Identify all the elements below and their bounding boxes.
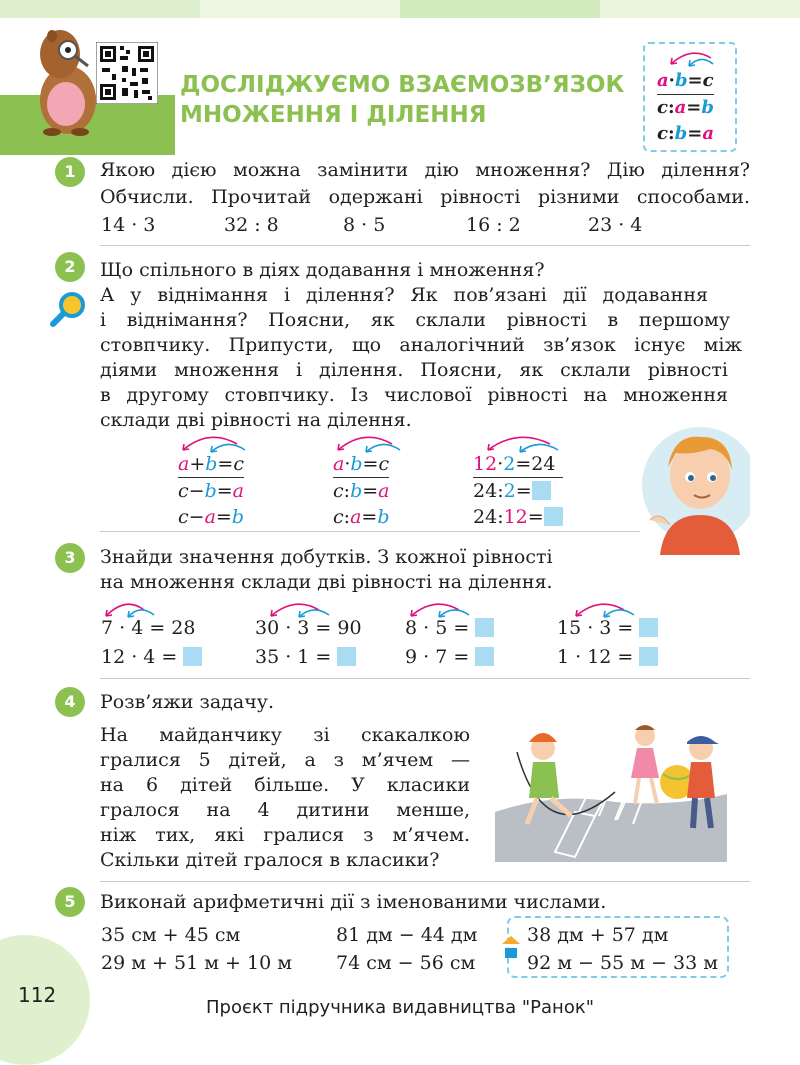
formula-line-2: c:a=b xyxy=(657,97,714,118)
equation-row: 12·2=24 xyxy=(473,451,563,478)
task5-expr: 38 дм + 57 дм xyxy=(527,924,669,946)
publisher-note: Проєкт підручника видавництва "Ранок" xyxy=(205,997,594,1018)
equation-row: c:a=b xyxy=(333,506,390,528)
equation-column-3 xyxy=(473,451,563,530)
page-title xyxy=(180,70,624,130)
formula-card xyxy=(643,42,737,152)
top-bar-segment xyxy=(0,0,200,18)
divider xyxy=(100,245,750,246)
page-title-line2: МНОЖЕННЯ І ДІЛЕННЯ xyxy=(180,102,487,128)
answer-box[interactable] xyxy=(337,647,356,666)
task4-line: Скільки дітей гралося в класики? xyxy=(100,849,440,871)
task1-expr: 32 : 8 xyxy=(224,214,279,236)
task5-expr: 35 см + 45 см xyxy=(101,924,241,946)
formula-lines xyxy=(657,68,714,147)
task4-heading: Розв’яжи задачу. xyxy=(100,691,274,713)
boy-illustration-icon xyxy=(640,415,750,555)
answer-box[interactable] xyxy=(532,481,551,500)
swap-arrows-icon xyxy=(405,598,475,618)
answer-box[interactable] xyxy=(475,618,494,637)
task4-line: На майданчику зі скакалкою xyxy=(100,724,470,746)
task3-expr: 15 · 3 = xyxy=(557,617,658,639)
capybara-mascot-icon xyxy=(30,20,102,138)
children-playing-illustration-icon xyxy=(495,712,727,862)
task2-line: склади дві рівності на ділення. xyxy=(100,409,412,431)
swap-arrows-icon xyxy=(570,598,640,618)
task4-line: ніж тих, які гралися з м’ячем. xyxy=(100,824,470,846)
task1-expr: 16 : 2 xyxy=(466,214,521,236)
divider xyxy=(100,881,750,882)
equation-row: 24:12= xyxy=(473,504,563,530)
task3-expr: 1 · 12 = xyxy=(557,646,658,668)
house-icon xyxy=(500,934,522,960)
swap-arrows-icon xyxy=(265,598,335,618)
top-bar-segment xyxy=(200,0,400,18)
answer-box[interactable] xyxy=(544,507,563,526)
answer-box[interactable] xyxy=(475,647,494,666)
equation-column-2 xyxy=(333,451,389,530)
answer-box[interactable] xyxy=(183,647,202,666)
task4-line: гралося на 4 дитини менше, xyxy=(100,799,470,821)
task5-expr: 92 м − 55 м − 33 м xyxy=(527,952,718,974)
task5-column-1 xyxy=(101,921,292,977)
task5-expr: 74 см − 56 см xyxy=(336,952,476,974)
task-number: 1 xyxy=(55,157,85,187)
task4-line: гралися 5 дітей, а з м’ячем — xyxy=(100,749,470,771)
qr-code-icon xyxy=(96,42,158,104)
task3-expr: 9 · 7 = xyxy=(405,646,494,668)
task3-expr: 30 · 3 = 90 xyxy=(255,617,362,639)
divider xyxy=(100,531,640,532)
task5-expr: 81 дм − 44 дм xyxy=(336,924,478,946)
formula-line-3: c:b=a xyxy=(657,123,714,144)
task-number: 4 xyxy=(55,687,85,717)
task1-line2: Обчисли. Прочитай одержані рівності різними способами. xyxy=(100,186,750,208)
top-bar-segment xyxy=(400,0,600,18)
task4-line: на 6 дітей більше. У класики xyxy=(100,774,470,796)
task-number: 3 xyxy=(55,543,85,573)
task3-expr: 7 · 4 = 28 xyxy=(101,617,196,639)
top-bar-segment xyxy=(600,0,800,18)
task3-expr: 35 · 1 = xyxy=(255,646,356,668)
task5-heading: Виконай арифметичні дії з іменованими числами. xyxy=(100,891,607,913)
task2-line: і віднімання? Поясни, як склали рівності в першому xyxy=(100,309,730,331)
task1-expr: 14 · 3 xyxy=(101,214,156,236)
task3-line2: на множення склади дві рівності на ділення. xyxy=(100,571,553,593)
equation-row: c:b=a xyxy=(333,480,390,502)
task1-expr: 23 · 4 xyxy=(588,214,643,236)
task1-expr: 8 · 5 xyxy=(343,214,386,236)
task5-expr: 29 м + 51 м + 10 м xyxy=(101,952,292,974)
equation-row: a·b=c xyxy=(333,451,389,478)
equation-row: a+b=c xyxy=(178,451,244,478)
task5-column-2 xyxy=(336,921,477,977)
answer-box[interactable] xyxy=(639,618,658,637)
task3-line1: Знайди значення добутків. З кожної рівності xyxy=(100,546,553,568)
formula-line-1: a·b=c xyxy=(657,68,714,95)
swap-arrows-icon xyxy=(100,598,160,618)
task2-line: Що спільного в діях додавання і множення? xyxy=(100,259,545,281)
task3-expr: 12 · 4 = xyxy=(101,646,202,668)
equation-row: c−a=b xyxy=(178,506,244,528)
equation-row: c−b=a xyxy=(178,480,244,502)
task5-column-3 xyxy=(527,921,718,977)
task-number: 5 xyxy=(55,887,85,917)
swap-arrows-icon xyxy=(663,46,723,68)
divider xyxy=(100,678,750,679)
task2-line: в другому стовпчику. Із числової рівності на множення xyxy=(100,384,728,406)
answer-box[interactable] xyxy=(639,647,658,666)
task3-expr: 8 · 5 = xyxy=(405,617,494,639)
page-title-line1: ДОСЛІДЖУЄМО ВЗАЄМОЗВ’ЯЗОК xyxy=(180,72,625,98)
task2-line: діями множення і ділення. Поясни, як склали рівності xyxy=(100,359,728,381)
task-number: 2 xyxy=(55,252,85,282)
task2-line: А у віднімання і ділення? Як пов’язані дії додавання xyxy=(100,284,708,306)
task2-line: стовпчику. Припусти, що аналогічний зв’язок існує між xyxy=(100,334,742,356)
task1-line1: Якою дією можна замінити дію множення? Дію ділення? xyxy=(100,159,750,181)
magnifier-icon xyxy=(48,290,88,330)
equation-row: 24:2= xyxy=(473,478,563,504)
equation-column-1 xyxy=(178,451,244,530)
page-number: 112 xyxy=(18,983,57,1007)
